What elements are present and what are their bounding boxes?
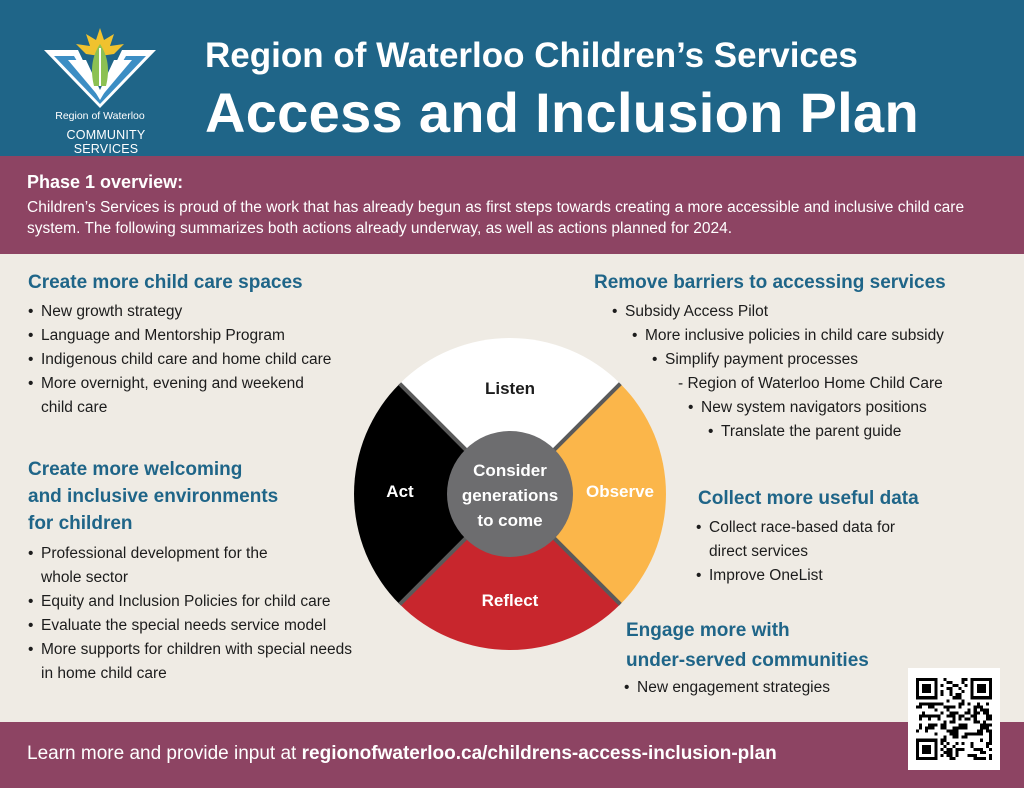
page-subtitle: Region of Waterloo Children’s Services — [205, 36, 858, 75]
logo-region-name: Region of Waterloo — [55, 110, 145, 122]
welcoming-environments-list — [28, 542, 352, 686]
phase-title: Phase 1 overview: — [27, 172, 184, 192]
header — [0, 0, 1024, 156]
section-title-remove-barriers: Remove barriers to accessing services — [594, 272, 946, 293]
section-title-line: under-served communities — [626, 650, 869, 671]
wheel-label-observe: Observe — [585, 482, 655, 501]
footer-prefix: Learn more and provide input at — [27, 743, 302, 764]
logo-community-services: COMMUNITY SERVICES — [66, 128, 146, 156]
section-title-child-care-spaces: Create more child care spaces — [28, 272, 303, 293]
list-item-continuation: child care — [41, 399, 108, 416]
list-item: • Subsidy Access Pilot — [612, 300, 944, 324]
list-item: • New growth strategy — [28, 300, 331, 324]
list-item: • More supports for children with special needs — [28, 638, 352, 662]
list-item: • New engagement strategies — [624, 676, 830, 700]
wheel-label-listen: Listen — [484, 379, 536, 398]
section-title-welcoming-environments — [28, 456, 278, 537]
section-title-line: for children — [28, 513, 133, 534]
wheel-center-line: Consider — [473, 461, 547, 480]
list-item-continuation: direct services — [709, 543, 809, 560]
list-item: • Evaluate the special needs service model — [28, 614, 352, 638]
footer-text — [27, 743, 777, 765]
list-item-continuation: in home child care — [41, 665, 167, 682]
list-item: • More overnight, evening and weekend — [28, 372, 331, 396]
list-item: • Equity and Inclusion Policies for child care — [28, 590, 352, 614]
list-item: • Translate the parent guide — [708, 420, 944, 444]
collect-data-list — [696, 516, 895, 588]
wheel-center-line: to come — [477, 511, 543, 530]
engage-list — [624, 676, 830, 700]
list-item: • Improve OneList — [696, 564, 895, 588]
list-item: • Simplify payment processes — [652, 348, 944, 372]
list-item: • Indigenous child care and home child care — [28, 348, 331, 372]
medicine-wheel — [350, 338, 670, 650]
waterloo-logo-icon — [40, 26, 160, 110]
list-item-sub: - Region of Waterloo Home Child Care — [678, 375, 943, 392]
footer-band — [0, 722, 1024, 788]
list-item: • Professional development for the — [28, 542, 352, 566]
footer-link[interactable]: regionofwaterloo.ca/childrens-access-inclusion-plan — [301, 743, 777, 764]
list-item: • New system navigators positions — [688, 396, 944, 420]
region-of-waterloo-logo — [40, 26, 170, 156]
wheel-label-reflect: Reflect — [481, 591, 539, 610]
list-item: • Collect race-based data for — [696, 516, 895, 540]
list-item-continuation: whole sector — [41, 569, 129, 586]
section-title-line: and inclusive environments — [28, 486, 279, 507]
page-title: Access and Inclusion Plan — [205, 81, 919, 144]
section-title-collect-data: Collect more useful data — [698, 488, 919, 509]
section-title-line: Create more welcoming — [28, 459, 243, 480]
list-item: • Language and Mentorship Program — [28, 324, 331, 348]
wheel-center-line: generations — [461, 486, 559, 505]
phase-overview-band — [0, 156, 1024, 254]
section-title-line: Engage more with — [626, 620, 790, 641]
list-item: • More inclusive policies in child care subsidy — [632, 324, 944, 348]
wheel-label-act: Act — [386, 482, 414, 501]
phase-description: Children’s Services is proud of the work that has already begun as first steps towards creating a more accessible and inclusive child care system. The following summarizes both actions already underway, as well as actions planned for 2024. — [27, 199, 965, 237]
qr-code-icon[interactable] — [908, 668, 1000, 770]
